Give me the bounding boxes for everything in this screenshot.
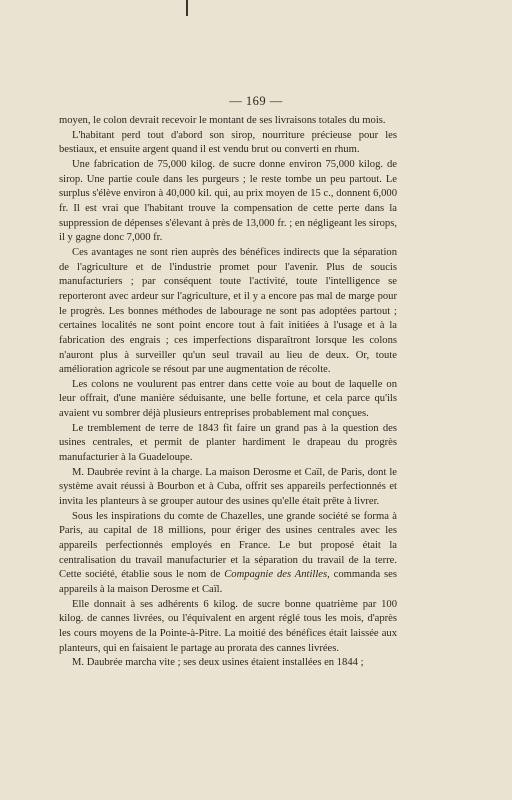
paragraph-7: M. Daubrée revint à la charge. La maison Derosme et Caïl, de Paris, dont le système avait réussi à Bourbon et à Cuba, offrit ses appareils perfectionnés et invita les planteurs à se grouper autour des usines qu'elle était prête à livrer. [59,466,397,508]
paragraph-4: Ces avantages ne sont rien auprès des bénéfices indirects que la séparation de l'agriculture et de l'industrie promet pour l'avenir. Plus de soucis manufacturiers ; par conséquent toute l'activité, toute l'intelligence se reporteront avec ardeur sur l'agriculture, et il y a encore pas mal de marge pour le progrès. Les bonnes méthodes de labourage ne sont pas adoptées partout ; certaines localités ne sont point encore tout à fait initiées à l'usage et à la fabrication des engrais ; ces imperfections disparaîtront lorsque les colons n'auront plus à surveiller qu'un seul travail au lieu de deux. Or, toute amélioration agricole se résout par une augmentation de récolte. [59,246,397,376]
paragraph-8 [59,510,397,598]
paragraph-5: Les colons ne voulurent pas entrer dans cette voie au bout de laquelle on leur offrait, d'une manière séduisante, une belle fortune, et cela parce qu'ils avaient vu sombrer déjà plusieurs entreprises probablement mal conçues. [59,378,397,420]
binding-mark [186,0,188,16]
paragraph-2: L'habitant perd tout d'abord son sirop, nourriture précieuse pour les bestiaux, et ensuite argent quand il est vendu brut ou converti en rhum. [59,129,397,156]
paragraph-1: moyen, le colon devrait recevoir le montant de ses livraisons totales du mois. [59,115,386,126]
paragraph-8-after: , commanda ses appareils à la maison Derosme et Caïl. [59,569,397,595]
company-name: Compagnie des Antilles [224,569,328,581]
paragraph-6: Le tremblement de terre de 1843 fit faire un grand pas à la question des usines centrales, et permit de planter hardiment le drapeau du progrès manufacturier à la Guadeloupe. [59,422,397,464]
paragraph-10: M. Daubrée marcha vite ; ses deux usines étaient installées en 1844 ; [72,657,364,669]
body-text [59,114,397,671]
page-number: — 169 — [229,94,283,108]
paragraph-8-before: Sous les inspirations du comte de Chazelles, une grande société se forma à Paris, au capital de 18 millions, pour ériger des usines centrales avec les appareils perfectionnés employés en France. Le but proposé était la centralisation du travail manufacturier et la séparation du travail de la terre. Cette société, établie sous le nom de [59,510,397,581]
paragraph-3: Une fabrication de 75,000 kilog. de sucre donne environ 75,000 kilog. de sirop. Une partie coule dans les purgeurs ; le reste tombe un peu partout. Le surplus s'élève environ à 40,000 kil. qui, au prix moyen de 15 c., donnent 6,000 fr. Il est vrai que l'habitant trouve la compensation de cette perte dans la suppression de dépenses s'élevant à près de 13,000 fr. ; en négligeant les sirops, il y gagne donc 7,000 fr. [59,158,397,244]
paragraph-9: Elle donnait à ses adhérents 6 kilog. de sucre bonne quatrième par 100 kilog. de cannes livrées, ou l'équivalent en argent réglé tous les mois, d'après les cours moyens de la Pointe-à-Pitre. La moitié des bénéfices était laissée aux planteurs, qui en faisaient le partage au prorata des cannes livrées. [59,598,397,654]
